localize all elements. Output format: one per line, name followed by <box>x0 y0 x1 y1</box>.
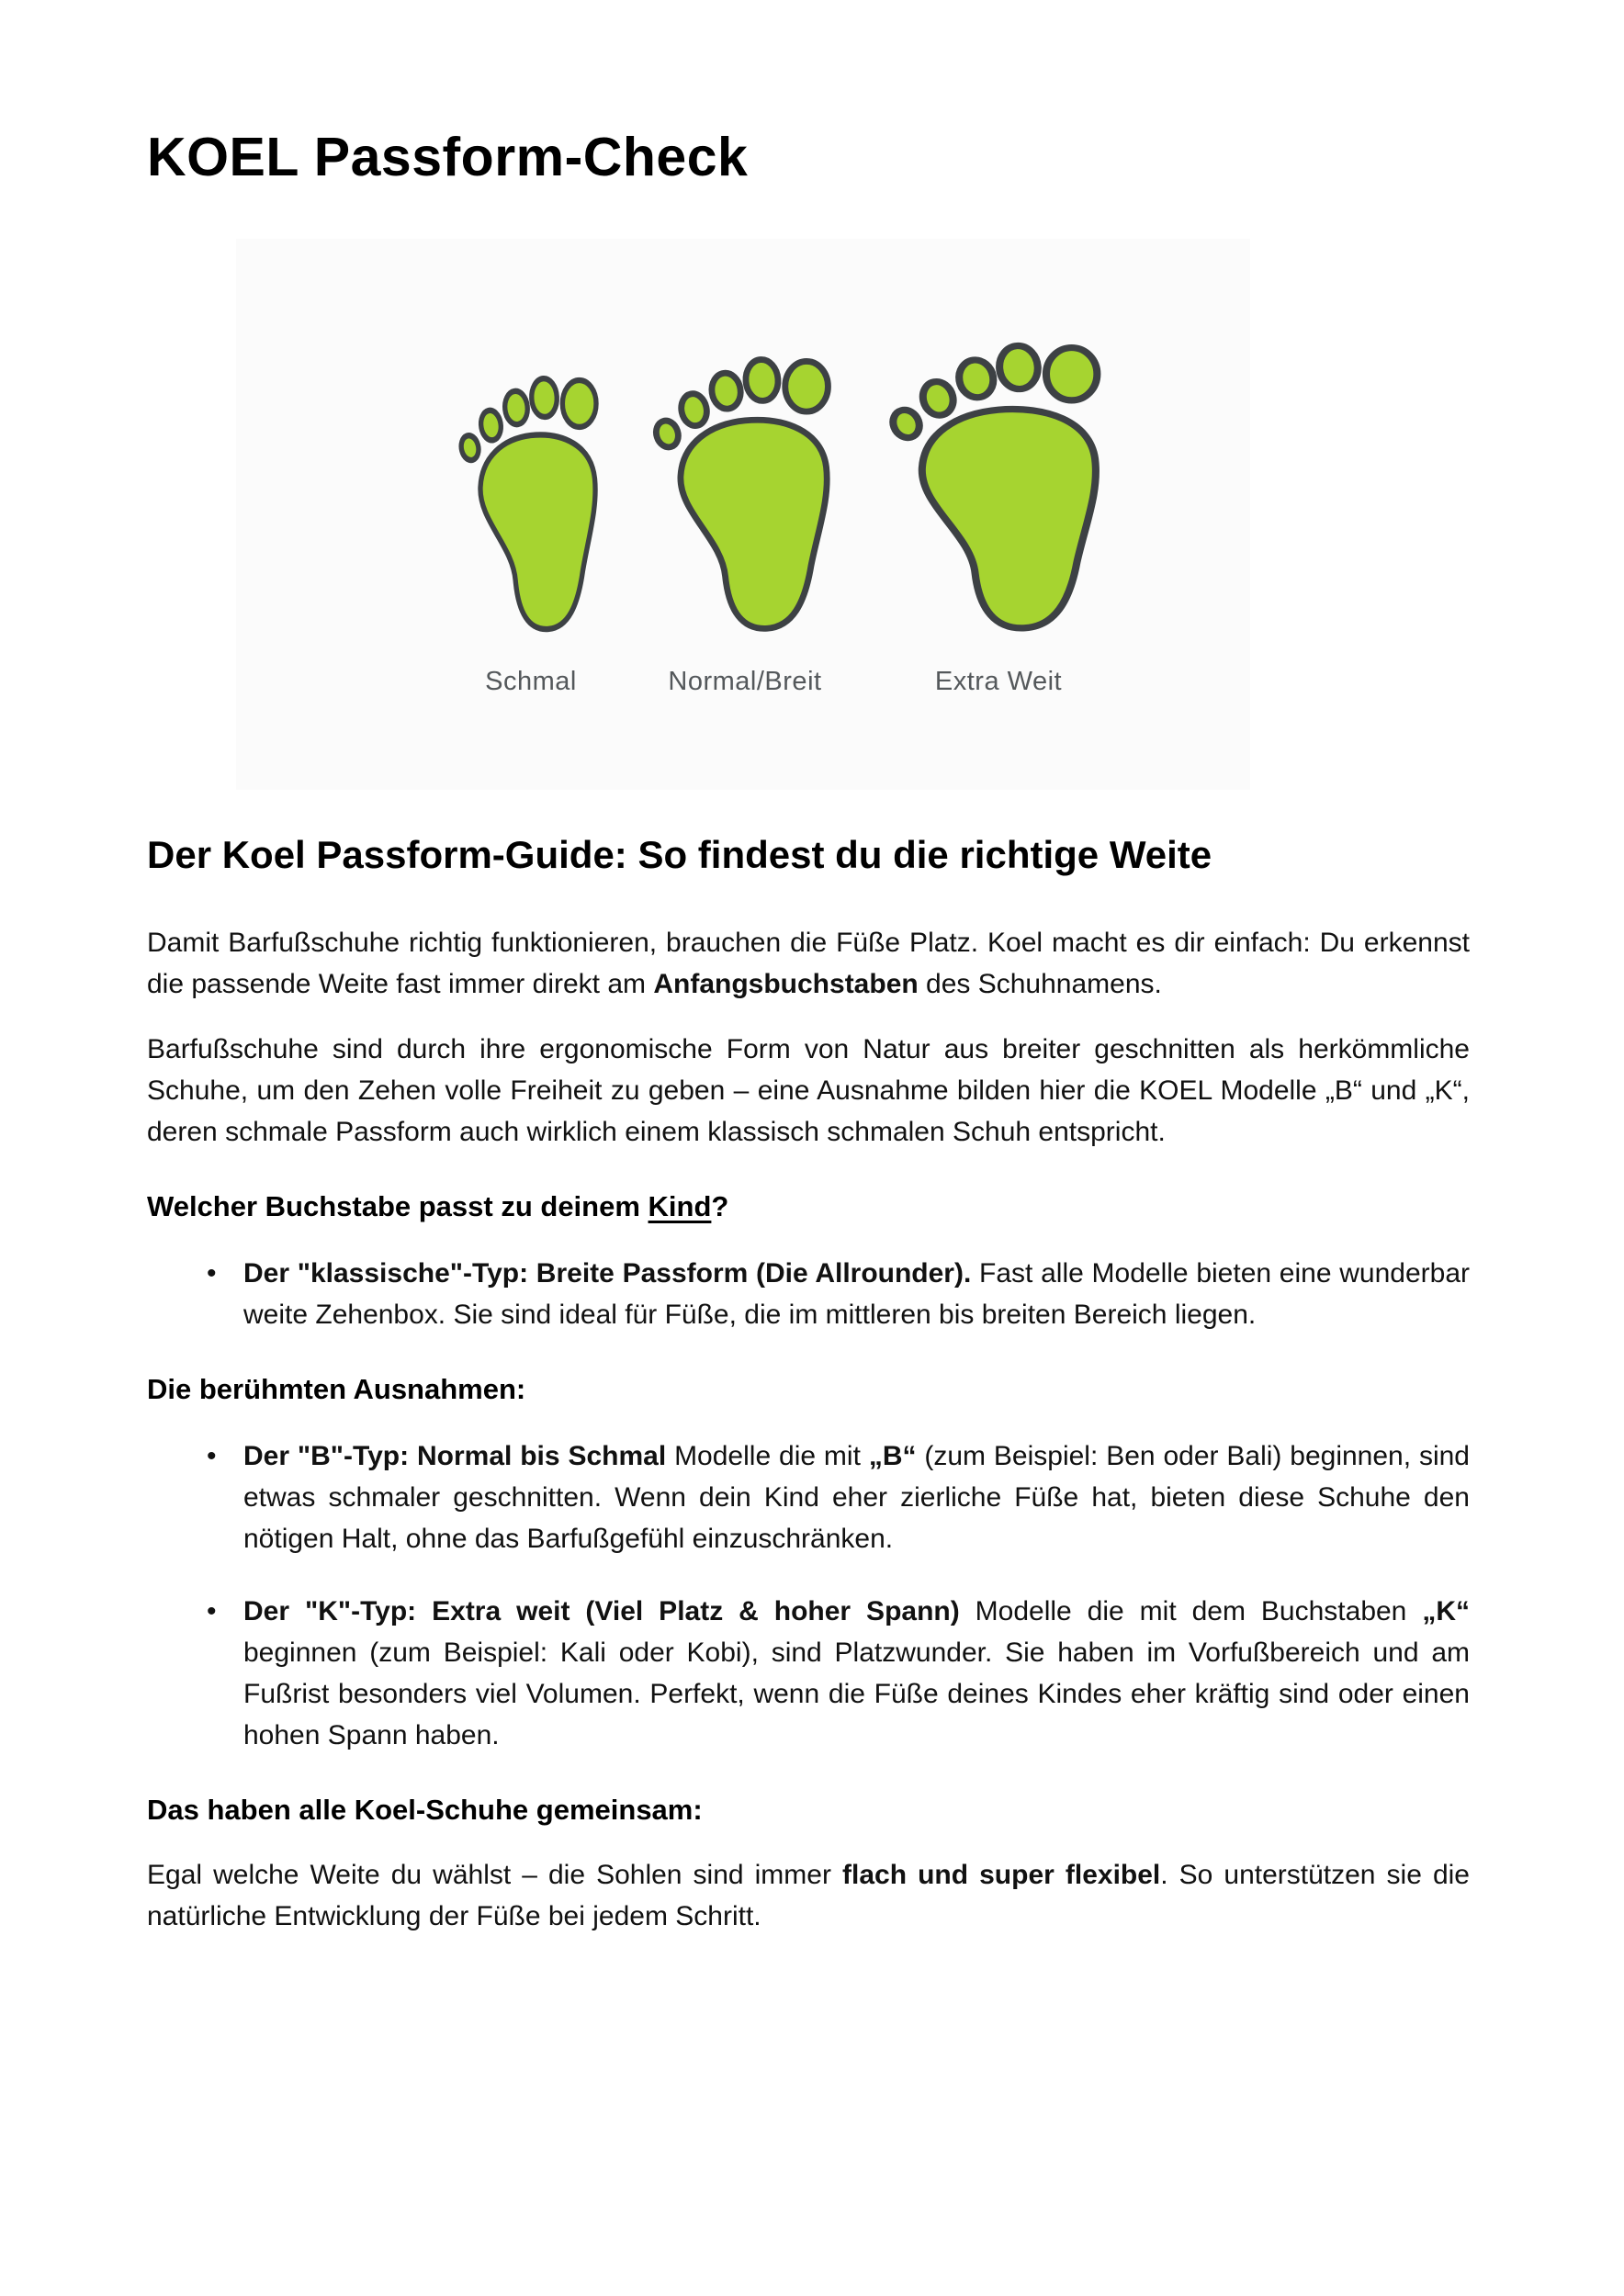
foot-column-extra-weit <box>882 327 1115 698</box>
text-run-bold: Der "K"-Typ: Extra weit (Viel Platz & hoher Spann) <box>243 1596 960 1626</box>
text-run: (zum Beispiel: Ben oder Bali) beginnen, sind etwas schmaler geschnitten. Wenn dein Kind eher zierliche Füße hat, bieten diese Schuhe den nötigen Halt, ohne das Barfußgefühl einzuschränken. <box>243 1441 1470 1554</box>
text-run: beginnen (zum Beispiel: Kali oder Kobi), sind Platzwunder. Sie haben im Vorfußbereich und am Fußrist besonders viel Volumen. Perfekt, wenn die Füße deines Kindes eher kräftig sind oder einen hohen Spann haben. <box>243 1638 1470 1750</box>
text-run-bold: Anfangsbuchstaben <box>653 969 919 999</box>
text-run-underlined: Kind <box>648 1190 712 1222</box>
text-run: . So unterstützen sie die natürliche Entwicklung der Füße bei jedem Schritt. <box>147 1860 1470 1931</box>
list-item-b-typ <box>243 1435 1470 1559</box>
page-title: KOEL Passform-Check <box>147 127 749 187</box>
intro-paragraph <box>147 922 1470 1005</box>
text-run-bold: „B“ <box>868 1441 917 1471</box>
text-run: Modelle die mit dem Buchstaben <box>959 1596 1423 1626</box>
text-run-bold: „K“ <box>1422 1596 1470 1626</box>
text-run: des Schuhnamens. <box>918 969 1162 999</box>
footprint-wide-icon <box>882 327 1115 637</box>
document-content <box>147 0 1470 1937</box>
exceptions-list <box>243 1435 1470 1756</box>
foot-column-normal <box>647 342 843 698</box>
foot-label-schmal: Schmal <box>485 667 577 696</box>
text-run: Welcher Buchstabe passt zu deinem <box>147 1190 648 1222</box>
classic-type-list <box>243 1253 1470 1335</box>
list-item-k-typ <box>243 1591 1470 1756</box>
common-paragraph <box>147 1854 1470 1937</box>
shape-paragraph <box>147 1029 1470 1153</box>
guide-heading: Der Koel Passform-Guide: So findest du die richtige Weite <box>147 833 1212 876</box>
text-run-bold: Der "klassische"-Typ: Breite Passform (Die Allrounder). <box>243 1258 972 1289</box>
text-run: Modelle die mit <box>666 1441 869 1471</box>
footprint-narrow-icon <box>454 362 608 637</box>
list-item-classic-typ <box>243 1253 1470 1335</box>
text-run-bold: flach und super flexibel <box>842 1860 1161 1890</box>
text-run: ? <box>711 1190 729 1222</box>
question-heading <box>147 1186 1470 1227</box>
foot-label-normal-breit: Normal/Breit <box>668 667 822 696</box>
common-heading: Das haben alle Koel-Schuhe gemeinsam: <box>147 1794 703 1826</box>
text-run: Damit Barfußschuhe richtig funktionieren, brauchen die Füße Platz. Koel macht es dir einfach: Du erkennst die passende Weite fast immer direkt am <box>147 928 1470 999</box>
footprint-normal-icon <box>647 342 843 637</box>
exceptions-heading: Die berühmten Ausnahmen: <box>147 1373 526 1405</box>
text-run: Barfußschuhe sind durch ihre ergonomische Form von Natur aus breiter geschnitten als herkömmliche Schuhe, um den Zehen volle Freiheit zu geben – eine Ausnahme bilden hier die KOEL Modelle „B“ und „K“, deren schmale Passform auch wirklich einem klassisch schmalen Schuh entspricht. <box>147 1034 1470 1147</box>
foot-width-figure <box>236 239 1250 790</box>
foot-label-extra-weit: Extra Weit <box>934 667 1063 696</box>
foot-column-schmal <box>454 362 608 698</box>
text-run-bold: Der "B"-Typ: Normal bis Schmal <box>243 1441 667 1471</box>
text-run: Fast alle Modelle bieten eine wunderbar weite Zehenbox. Sie sind ideal für Füße, die im mittleren bis breiten Bereich liegen. <box>243 1258 1470 1330</box>
text-run: Egal welche Weite du wählst – die Sohlen sind immer <box>147 1860 843 1890</box>
